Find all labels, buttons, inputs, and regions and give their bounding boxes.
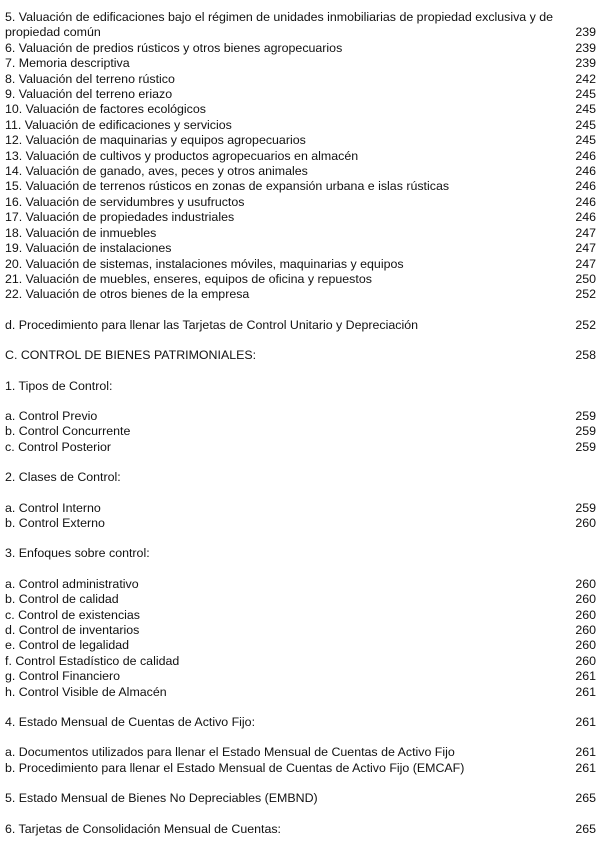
toc-entry [5, 546, 596, 561]
toc-entry [5, 348, 596, 363]
toc-entry [5, 409, 596, 424]
toc-entry-title: g. Control Financiero [5, 669, 121, 684]
toc-entry-page-number: 239 [575, 40, 596, 55]
toc-entry-title: 15. Valuación de terrenos rústicos en zonas de expansión urbana e islas rústicas [5, 179, 450, 194]
toc-entry [5, 761, 596, 776]
toc-entry [5, 149, 596, 164]
toc-entry [5, 669, 596, 684]
toc-entry-page-number: 260 [575, 515, 596, 530]
toc-entry-title: a. Control administrativo [5, 576, 139, 591]
toc-entry-page-number: 245 [575, 117, 596, 132]
toc-entry-page-number: 246 [575, 164, 596, 179]
toc-entry-page-number: 246 [575, 179, 596, 194]
toc-entry-title: 4. Estado Mensual de Cuentas de Activo Fijo: [5, 715, 256, 730]
toc-entry-title: C. CONTROL DE BIENES PATRIMONIALES: [5, 348, 257, 363]
toc-entry-title: 2. Clases de Control: [5, 470, 121, 485]
toc-entry-page-number: 261 [575, 745, 596, 760]
toc-entry [5, 87, 596, 102]
toc-entry-title: c. Control Posterior [5, 439, 112, 454]
toc-entry-title: 16. Valuación de servidumbres y usufructos [5, 194, 245, 209]
toc-entry-page-number: 260 [575, 638, 596, 653]
toc-entry [5, 241, 596, 256]
toc-entry-page-number: 261 [575, 715, 596, 730]
toc-entry-page-number: 261 [575, 669, 596, 684]
toc-entry-title: 18. Valuación de inmuebles [5, 225, 157, 240]
toc-entry-page-number: 247 [575, 241, 596, 256]
toc-entry-page-number: 245 [575, 102, 596, 117]
toc-entry-title: 10. Valuación de factores ecológicos [5, 102, 206, 117]
toc-entry-page-number: 258 [575, 348, 596, 363]
toc-entry-title: d. Procedimiento para llenar las Tarjetas de Control Unitario y Depreciación [5, 317, 418, 332]
toc-entry-page-number: 245 [575, 133, 596, 148]
toc-entry-page-number: 260 [575, 623, 596, 637]
toc-entry-page-number: 246 [575, 194, 596, 209]
toc-entry [5, 501, 596, 516]
toc-entry-page-number: 260 [575, 576, 596, 591]
toc-entry [5, 623, 596, 638]
toc-entry-page-number: 246 [575, 148, 596, 163]
toc-entry [5, 41, 596, 56]
toc-entry [5, 608, 596, 623]
toc-entry-title: h. Control Visible de Almacén [5, 684, 167, 699]
toc-entry-page-number: 259 [575, 500, 596, 515]
toc-entry-title: 12. Valuación de maquinarias y equipos agropecuarios [5, 133, 306, 148]
toc-entry [5, 10, 596, 41]
toc-entry-page-number: 246 [575, 210, 596, 225]
toc-entry-title: 9. Valuación del terreno eriazo [5, 87, 173, 102]
toc-entry-title: b. Control de calidad [5, 592, 119, 607]
toc-entry-page-number: 247 [575, 256, 596, 271]
toc-entry-page-number: 239 [575, 25, 596, 40]
toc-entry-title: b. Control Concurrente [5, 424, 131, 439]
toc-entry-page-number: 259 [575, 439, 596, 454]
toc-entry [5, 440, 596, 455]
toc-entry [5, 685, 596, 700]
toc-entry-page-number: 239 [575, 56, 596, 71]
toc-entry-title: 14. Valuación de ganado, aves, peces y otros animales [5, 164, 308, 179]
table-of-contents [5, 10, 596, 837]
toc-entry [5, 318, 596, 333]
toc-entry-title: 20. Valuación de sistemas, instalaciones móviles, maquinarias y equipos [5, 256, 404, 271]
toc-entry-title: a. Control Previo [5, 408, 98, 423]
toc-entry-page-number: 259 [575, 424, 596, 439]
toc-entry-title: 22. Valuación de otros bienes de la empresa [5, 287, 250, 302]
toc-entry-page-number: 261 [575, 760, 596, 775]
toc-entry [5, 424, 596, 439]
toc-entry-title: 5. Valuación de edificaciones bajo el régimen de unidades inmobiliarias de propiedad exclusiva y de propiedad común [5, 10, 554, 40]
toc-entry [5, 715, 596, 730]
toc-entry [5, 118, 596, 133]
toc-entry [5, 516, 596, 531]
toc-entry-title: 1. Tipos de Control: [5, 378, 113, 393]
toc-entry-title: 7. Memoria descriptiva [5, 56, 130, 71]
toc-entry-page-number: 252 [575, 317, 596, 332]
toc-entry [5, 654, 596, 669]
toc-entry [5, 195, 596, 210]
toc-entry-page-number: 247 [575, 225, 596, 240]
toc-entry-page-number: 260 [575, 653, 596, 668]
toc-entry-page-number: 252 [575, 287, 596, 302]
toc-entry-page-number: 260 [575, 607, 596, 622]
toc-entry-page-number: 261 [575, 684, 596, 699]
toc-entry-title: 6. Valuación de predios rústicos y otros bienes agropecuarios [5, 40, 343, 55]
toc-entry-page-number: 259 [575, 408, 596, 423]
toc-entry-title: 5. Estado Mensual de Bienes No Depreciables (EMBND) [5, 791, 318, 806]
toc-entry-page-number: 265 [575, 791, 596, 806]
toc-entry-page-number: 265 [575, 821, 596, 836]
toc-entry-title: a. Documentos utilizados para llenar el Estado Mensual de Cuentas de Activo Fijo [5, 745, 455, 760]
toc-entry [5, 791, 596, 806]
toc-entry-title: b. Procedimiento para llenar el Estado Mensual de Cuentas de Activo Fijo (EMCAF) [5, 760, 465, 775]
toc-entry [5, 470, 596, 485]
toc-entry [5, 226, 596, 241]
toc-entry [5, 164, 596, 179]
toc-entry-title: 19. Valuación de instalaciones [5, 241, 172, 256]
toc-entry [5, 592, 596, 607]
toc-entry-title: 21. Valuación de muebles, enseres, equipos de oficina y repuestos [5, 271, 372, 286]
toc-entry [5, 257, 596, 272]
toc-entry-page-number: 260 [575, 592, 596, 607]
toc-entry-title: f. Control Estadístico de calidad [5, 653, 180, 668]
toc-entry-title: 8. Valuación del terreno rústico [5, 71, 175, 86]
toc-entry-title: b. Control Externo [5, 515, 105, 530]
toc-entry [5, 745, 596, 760]
toc-entry-page-number: 245 [575, 87, 596, 102]
toc-entry [5, 56, 596, 71]
toc-entry [5, 287, 596, 302]
toc-entry [5, 379, 596, 394]
toc-entry-title: d. Control de inventarios [5, 623, 140, 637]
toc-entry [5, 272, 596, 287]
toc-entry [5, 133, 596, 148]
toc-entry-page-number: 250 [575, 271, 596, 286]
toc-entry-title: 17. Valuación de propiedades industriales [5, 210, 235, 225]
toc-entry-title: c. Control de existencias [5, 607, 140, 622]
toc-entry-title: 13. Valuación de cultivos y productos agropecuarios en almacén [5, 148, 359, 163]
toc-entry-page-number: 242 [575, 71, 596, 86]
toc-entry [5, 638, 596, 653]
toc-entry-title: a. Control Interno [5, 500, 101, 515]
toc-entry-title: 11. Valuación de edificaciones y servicios [5, 117, 232, 132]
toc-entry-title: e. Control de legalidad [5, 638, 129, 653]
toc-entry [5, 577, 596, 592]
toc-entry [5, 72, 596, 87]
toc-entry [5, 822, 596, 837]
toc-entry [5, 179, 596, 194]
toc-entry-title: 6. Tarjetas de Consolidación Mensual de Cuentas: [5, 821, 281, 836]
toc-entry [5, 210, 596, 225]
toc-entry [5, 102, 596, 117]
toc-entry-title: 3. Enfoques sobre control: [5, 546, 150, 561]
